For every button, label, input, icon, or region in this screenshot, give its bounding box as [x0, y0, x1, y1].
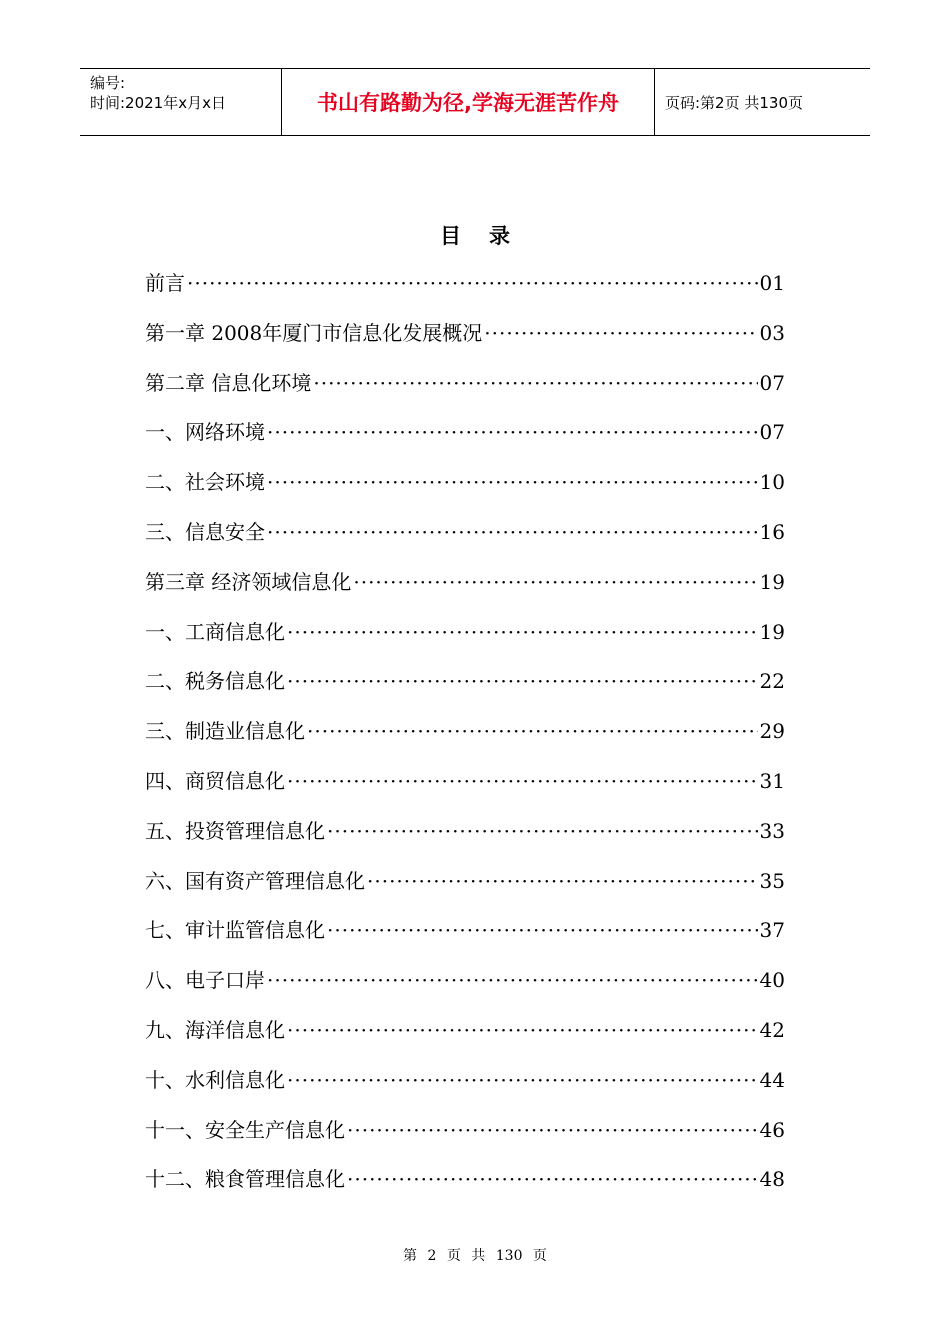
toc-entry-label: 六、国有资产管理信息化: [145, 868, 365, 893]
header-meta: [80, 69, 282, 135]
toc-entry-label: 十二、粮食管理信息化: [145, 1167, 345, 1192]
toc-entry-label: 三、制造业信息化: [145, 719, 305, 744]
toc-leader-dots: [187, 267, 758, 299]
toc-entry[interactable]: [145, 665, 785, 715]
toc-entry[interactable]: [145, 516, 785, 566]
toc-entry[interactable]: [145, 566, 785, 616]
toc-leader-dots: [287, 665, 758, 697]
toc-entry-page: 44: [759, 1067, 785, 1092]
toc-leader-dots: [484, 317, 757, 349]
toc-entry[interactable]: [145, 616, 785, 666]
toc-entry-page: 19: [759, 619, 785, 644]
table-of-contents: [145, 267, 785, 1213]
toc-entry-label: 一、工商信息化: [145, 619, 285, 644]
toc-entry-label: 第三章 经济领域信息化: [145, 569, 352, 594]
page-header: [80, 68, 870, 136]
toc-entry[interactable]: [145, 367, 785, 417]
toc-entry-label: 四、商贸信息化: [145, 768, 285, 793]
toc-entry-page: 29: [759, 719, 785, 744]
toc-leader-dots: [313, 367, 757, 399]
toc-entry-page: 03: [759, 320, 785, 345]
toc-entry[interactable]: [145, 416, 785, 466]
page-footer: 第 2 页 共 130 页: [403, 1248, 547, 1264]
toc-entry-label: 第二章 信息化环境: [145, 370, 312, 395]
toc-entry[interactable]: [145, 914, 785, 964]
toc-entry[interactable]: [145, 317, 785, 367]
toc-entry[interactable]: [145, 1114, 785, 1164]
header-page-info: 页码:第2页 共130页: [665, 93, 803, 112]
toc-entry-label: 一、网络环境: [145, 420, 265, 445]
toc-entry-page: 10: [759, 470, 785, 495]
toc-entry-label: 七、审计监管信息化: [145, 918, 325, 943]
toc-entry-page: 22: [759, 669, 785, 694]
toc-entry-page: 46: [759, 1117, 785, 1142]
toc-entry-page: 48: [759, 1167, 785, 1192]
toc-entry[interactable]: [145, 964, 785, 1014]
toc-leader-dots: [353, 566, 757, 598]
toc-leader-dots: [287, 765, 758, 797]
toc-entry-label: 十一、安全生产信息化: [145, 1117, 345, 1142]
toc-entry[interactable]: [145, 865, 785, 915]
toc-leader-dots: [267, 416, 758, 448]
toc-leader-dots: [367, 865, 758, 897]
toc-entry-label: 二、社会环境: [145, 470, 265, 495]
toc-leader-dots: [287, 1014, 758, 1046]
toc-leader-dots: [267, 466, 758, 498]
toc-entry-page: 40: [759, 968, 785, 993]
toc-entry-page: 07: [759, 370, 785, 395]
toc-leader-dots: [307, 715, 758, 747]
toc-entry-label: 十、水利信息化: [145, 1067, 285, 1092]
toc-leader-dots: [347, 1114, 758, 1146]
toc-entry-label: 前言: [145, 271, 185, 295]
toc-entry-label: 五、投资管理信息化: [145, 818, 325, 843]
toc-title: 目录: [440, 223, 538, 248]
toc-entry-label: 三、信息安全: [145, 519, 265, 544]
header-motto: 书山有路勤为径,学海无涯苦作舟: [282, 69, 655, 135]
toc-entry-page: 19: [759, 569, 785, 594]
toc-entry-page: 37: [759, 918, 785, 943]
toc-entry[interactable]: [145, 765, 785, 815]
toc-leader-dots: [267, 516, 758, 548]
toc-entry[interactable]: [145, 1064, 785, 1114]
toc-entry[interactable]: [145, 466, 785, 516]
toc-entry[interactable]: [145, 715, 785, 765]
toc-leader-dots: [287, 1064, 758, 1096]
toc-entry-label: 第一章 2008年厦门市信息化发展概况: [145, 320, 483, 345]
toc-entry-label: 八、电子口岸: [145, 968, 265, 993]
toc-entry[interactable]: [145, 267, 785, 317]
toc-leader-dots: [347, 1163, 758, 1195]
toc-entry-page: 33: [759, 818, 785, 843]
toc-entry-page: 07: [759, 420, 785, 445]
toc-entry[interactable]: [145, 1014, 785, 1064]
toc-leader-dots: [327, 914, 758, 946]
toc-entry-page: 16: [759, 519, 785, 544]
time-label: 时间:2021年x月x日: [90, 94, 226, 112]
toc-leader-dots: [267, 964, 758, 996]
toc-entry[interactable]: [145, 815, 785, 865]
toc-entry-label: 九、海洋信息化: [145, 1017, 285, 1042]
number-label: 编号:: [90, 74, 126, 92]
toc-leader-dots: [327, 815, 758, 847]
toc-entry-page: 35: [759, 868, 785, 893]
toc-entry-page: 01: [759, 271, 785, 295]
toc-leader-dots: [287, 616, 758, 648]
toc-entry-page: 42: [759, 1017, 785, 1042]
toc-entry-label: 二、税务信息化: [145, 669, 285, 694]
toc-entry[interactable]: [145, 1163, 785, 1213]
toc-entry-page: 31: [759, 768, 785, 793]
